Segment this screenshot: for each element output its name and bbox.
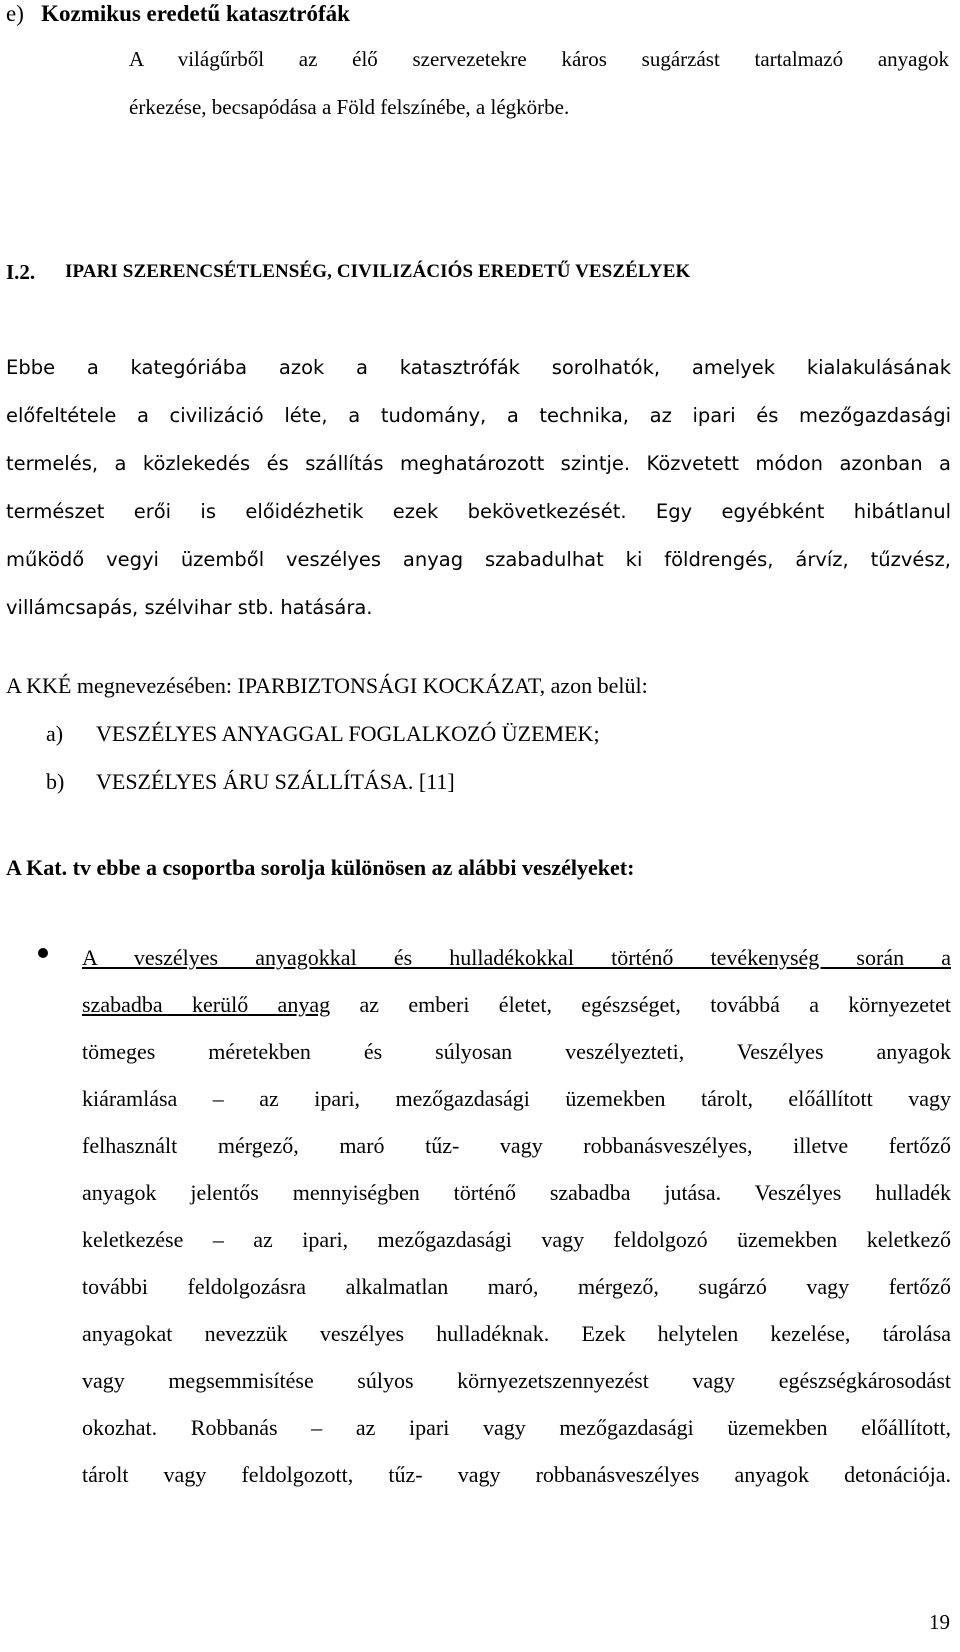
bullet-paragraph-line: anyagok jelentős mennyiségben történő szabadba jutása. Veszélyes hulladék — [82, 1180, 951, 1205]
bullet-icon — [38, 948, 48, 958]
bullet-paragraph-line: vagy megsemmisítése súlyos környezetszennyezést vagy egészségkárosodást — [82, 1368, 951, 1393]
section-e-label: e) — [6, 1, 24, 26]
bullet-paragraph-line: okozhat. Robbanás – az ipari vagy mezőgazdasági üzemekben előállított, — [82, 1415, 951, 1440]
paragraph-line: előfeltétele a civilizáció léte, a tudomány, a technika, az ipari és mezőgazdasági — [6, 404, 951, 427]
bullet-paragraph-line: keletkezése – az ipari, mezőgazdasági vagy feldolgozó üzemekben keletkező — [82, 1227, 951, 1252]
section-e-text-line-1: A világűrből az élő szervezetekre káros sugárzást tartalmazó anyagok — [129, 47, 949, 71]
section-e-text-line-2: érkezése, becsapódása a Föld felszínébe, a légkörbe. — [129, 95, 570, 119]
kke-item-a-text: VESZÉLYES ANYAGGAL FOGLALKOZÓ ÜZEMEK; — [96, 721, 600, 746]
paragraph-line: villámcsapás, szélvihar stb. hatására. — [6, 596, 373, 619]
kke-item-b-text: VESZÉLYES ÁRU SZÁLLÍTÁSA. [11] — [96, 769, 455, 794]
bullet-paragraph-line: kiáramlása – az ipari, mezőgazdasági üzemekben tárolt, előállított vagy — [82, 1086, 951, 1111]
bullet-paragraph-line: tömeges méretekben és súlyosan veszélyezteti, Veszélyes anyagok — [82, 1039, 951, 1064]
section-e-title: Kozmikus eredetű katasztrófák — [41, 1, 350, 26]
bullet-paragraph-line — [82, 990, 951, 1020]
page-number: 19 — [929, 1610, 950, 1634]
section-title: IPARI SZERENCSÉTLENSÉG, CIVILIZÁCIÓS EREDETŰ VESZÉLYEK — [65, 261, 691, 282]
underlined-phrase: A veszélyes anyagokkal és hulladékokkal történő tevékenység során a — [82, 945, 951, 970]
kat-heading: A Kat. tv ebbe a csoportba sorolja különösen az alábbi veszélyeket: — [6, 855, 635, 880]
line-text: az emberi életet, egészséget, továbbá a környezetet — [330, 992, 951, 1017]
section-e-heading — [6, 0, 350, 28]
bullet-paragraph-line: további feldolgozásra alkalmatlan maró, mérgező, sugárzó vagy fertőző — [82, 1274, 951, 1299]
underlined-phrase: szabadba kerülő anyag — [82, 992, 331, 1017]
kke-intro: A KKÉ megnevezésében: IPARBIZTONSÁGI KOCKÁZAT, azon belül: — [6, 673, 648, 698]
paragraph-line: termelés, a közlekedés és szállítás meghatározott szintje. Közvetett módon azonban a — [6, 452, 951, 475]
bullet-paragraph-line: felhasznált mérgező, maró tűz- vagy robbanásveszélyes, illetve fertőző — [82, 1133, 951, 1158]
paragraph-line: Ebbe a kategóriába azok a katasztrófák sorolhatók, amelyek kialakulásának — [6, 356, 951, 379]
kke-item-b-label: b) — [46, 769, 65, 794]
bullet-paragraph-line: tárolt vagy feldolgozott, tűz- vagy robbanásveszélyes anyagok detonációja. — [82, 1462, 951, 1487]
bullet-paragraph-line: anyagokat nevezzük veszélyes hulladéknak. Ezek helytelen kezelése, tárolása — [82, 1321, 951, 1346]
paragraph-line: természet erői is előidézhetik ezek bekövetkezését. Egy egyébként hibátlanul — [6, 500, 951, 523]
section-number: I.2. — [6, 260, 36, 284]
paragraph-line: működő vegyi üzemből veszélyes anyag szabadulhat ki földrengés, árvíz, tűzvész, — [6, 548, 951, 571]
kke-item-a-label: a) — [46, 721, 64, 746]
bullet-paragraph-line — [82, 943, 951, 973]
